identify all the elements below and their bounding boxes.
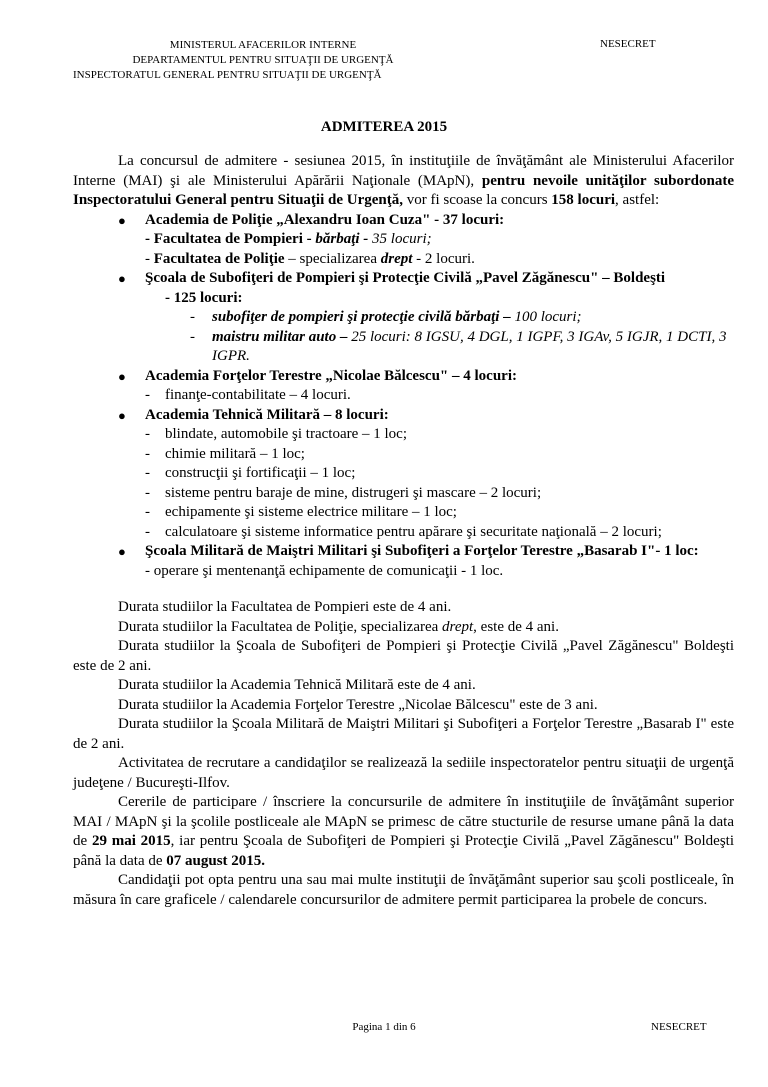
list-item-academia-fortelor-terestre	[73, 367, 734, 406]
dash-icon: -	[190, 328, 195, 345]
sub-item	[145, 425, 734, 445]
item-count: - 125 locuri:	[165, 289, 243, 306]
applications-text: Cererile de participare / înscriere la concursurile de admitere în instituţiile de învăţământ superior MAI / MApN şi la şcolile postliceale ale MApN se primesc de către stucturile de resurse umane până la data de	[73, 794, 734, 849]
duration-scoala-basarab: Durata studiilor la Şcoala Militară de Maiştri Militari şi Subofiţeri a Forţelor Terestre „Basarab I" este de 2 ani.	[73, 716, 734, 752]
duration-academia-terestre: Durata studiilor la Academia Forţelor Terestre „Nicolae Bălcescu" este de 3 ani.	[118, 696, 598, 713]
sub-item-text: blindate, automobile şi tractoare – 1 loc;	[165, 426, 408, 442]
item-title	[145, 269, 734, 289]
list-item-academia-tehnica	[73, 406, 734, 543]
header-line-inspectorate: INSPECTORATUL GENERAL PENTRU SITUAŢII DE URGENŢĂ	[73, 69, 382, 81]
sub-item-count: - 2 locuri.	[412, 250, 475, 267]
bullet-icon: ●	[118, 212, 126, 228]
sub-item-count: 35 locuri;	[372, 231, 432, 247]
applications-text-2: , iar pentru Şcoala de Subofiţeri de Pompieri şi Protecţie Civilă „Pavel Zăgănescu" Boldeşti până la data de	[73, 833, 734, 869]
sub-item	[145, 445, 734, 465]
sub-list	[145, 425, 734, 542]
list-item-scoala-basarab	[73, 542, 734, 581]
deadline-date-1: 29 mai 2015	[91, 833, 171, 849]
sub-item-label: maistru militar auto –	[212, 328, 348, 345]
duration-academia-tehnica: Durata studiilor la Academia Tehnică Militară este de 4 ani.	[118, 677, 476, 693]
sub-list	[145, 386, 734, 406]
bullet-icon: ●	[118, 407, 126, 423]
sub-item	[190, 328, 734, 367]
item-title-location: – Boldeşti	[598, 270, 666, 286]
institution-header	[73, 38, 453, 83]
duration-text-2: , este de 4 ani.	[473, 618, 559, 635]
item-title: Academia Tehnică Militară – 8 locuri:	[145, 406, 389, 423]
intro-text-3: , astfel:	[615, 192, 660, 208]
sub-item-count: 25 locuri: 8 IGSU, 4 DGL, 1 IGPF, 3 IGAv, 5 IGJR, 1 DCTI, 3 IGPR.	[212, 328, 727, 364]
options-paragraph: Candidaţii pot opta pentru una sau mai multe instituţii de învăţământ superior sau şcoli postliceale, în măsura în care graficele / calendarele concursurilor de admitere permit participarea la probele de concurs.	[73, 872, 734, 908]
duration-pompieri: Durata studiilor la Facultatea de Pompieri este de 4 ani.	[118, 599, 452, 615]
page-number: Pagina 1 din 6	[352, 1021, 416, 1033]
header-line-department: DEPARTAMENTUL PENTRU SITUAŢII DE URGENŢĂ	[132, 54, 394, 66]
duration-politie	[73, 618, 734, 638]
sub-item-dash: -	[145, 250, 154, 267]
sub-item	[190, 308, 734, 328]
applications-paragraph	[73, 793, 734, 871]
intro-paragraph	[73, 152, 734, 211]
sub-item: - operare şi mentenanţă echipamente de comunicaţii - 1 loc.	[145, 562, 504, 579]
sub-item-text: chimie militară – 1 loc;	[165, 445, 305, 462]
item-title: Academia de Poliţie „Alexandru Ioan Cuza" - 37 locuri:	[145, 211, 505, 228]
list-item-scoala-pompieri	[73, 269, 734, 367]
sub-item	[145, 250, 734, 270]
spacer	[73, 581, 734, 598]
sub-item-text: – specializarea	[284, 250, 381, 267]
dash-icon: -	[145, 504, 150, 520]
dash-icon: -	[145, 523, 150, 540]
sub-item	[145, 230, 734, 250]
sub-item-text: echipamente şi sisteme electrice militare – 1 loc;	[165, 504, 457, 520]
sub-item	[145, 503, 734, 523]
institutions-list	[73, 211, 734, 582]
bullet-icon: ●	[118, 271, 126, 286]
sub-item-gender: bărbaţi -	[315, 231, 373, 247]
bullet-icon: ●	[118, 544, 126, 559]
list-item-academia-politie	[73, 211, 734, 270]
sub-item-label: Facultatea de Poliţie	[153, 250, 285, 267]
dash-icon: -	[145, 387, 150, 403]
sub-item-text: construcţii şi fortificaţii – 1 loc;	[165, 465, 356, 481]
dash-icon: -	[190, 309, 195, 325]
sub-item	[145, 386, 734, 406]
sub-item-specialization: drept	[380, 250, 413, 267]
duration-scoala-pompieri: Durata studiilor la Şcoala de Subofiţeri de Pompieri şi Protecţie Civilă „Pavel Zăgănescu" Boldeşti este de 2 ani.	[73, 638, 734, 674]
sub-item	[145, 523, 734, 543]
item-title: Şcoala Militară de Maiştri Militari şi Subofiţeri a Forţelor Terestre „Basarab I"- 1 loc:	[145, 543, 699, 559]
duration-text: Durata studiilor la Facultatea de Poliţie, specializarea	[118, 618, 443, 635]
sub-item-text: finanţe-contabilitate – 4 locuri.	[165, 387, 351, 403]
dash-icon: -	[145, 465, 150, 481]
intro-text: La concursul de admitere - sesiunea 2015, în instituţiile de învăţământ ale Ministerului Afacerilor Interne (MAI) şi ale Ministerului Apărării Naţionale (MApN),	[73, 153, 734, 189]
item-title-text: Şcoala de Subofiţeri de Pompieri şi Protecţie Civilă „Pavel Zăgănescu"	[145, 270, 599, 286]
total-places: 158 locuri	[551, 192, 616, 208]
header-classification: NESECRET	[600, 38, 656, 50]
sub-item-text: calculatoare şi sisteme informatice pentru apărare şi securitate naţională – 2 locuri;	[165, 523, 662, 540]
duration-specialization: drept	[442, 618, 474, 635]
item-title: Academia Forţelor Terestre „Nicolae Bălcescu" – 4 locuri:	[145, 367, 517, 384]
sub-item	[145, 464, 734, 484]
page-title: ADMITEREA 2015	[320, 119, 448, 135]
dash-icon: -	[145, 445, 150, 462]
sub-item-label: - Facultatea de Pompieri -	[145, 231, 316, 247]
dash-icon: -	[145, 484, 150, 501]
sub-item-text: sisteme pentru baraje de mine, distrugeri şi mascare – 2 locuri;	[165, 484, 542, 501]
bullet-icon: ●	[118, 368, 126, 384]
intro-bold-text: pentru nevoile unităţilor subordonate Inspectoratului General pentru Situaţii de Urgenţă,	[73, 172, 734, 208]
document-body	[73, 152, 734, 910]
sub-item-label: subofiţer de pompieri şi protecţie civilă bărbaţi –	[212, 309, 511, 325]
header-line-ministry: MINISTERUL AFACERILOR INTERNE	[169, 39, 357, 51]
intro-text-2: vor fi scoase la concurs	[403, 192, 552, 208]
deadline-date-2: 07 august 2015.	[166, 852, 266, 869]
recruitment-paragraph: Activitatea de recrutare a candidaţilor se realizează la sediile inspectoratelor pentru situaţii de urgenţă judeţene / Bucureşti-Ilfov.	[73, 755, 734, 791]
footer-classification: NESECRET	[651, 1021, 707, 1033]
sub-item	[145, 484, 734, 504]
sub-item-count: 100 locuri;	[510, 309, 582, 325]
dash-icon: -	[145, 426, 150, 442]
sub-list	[190, 308, 734, 367]
